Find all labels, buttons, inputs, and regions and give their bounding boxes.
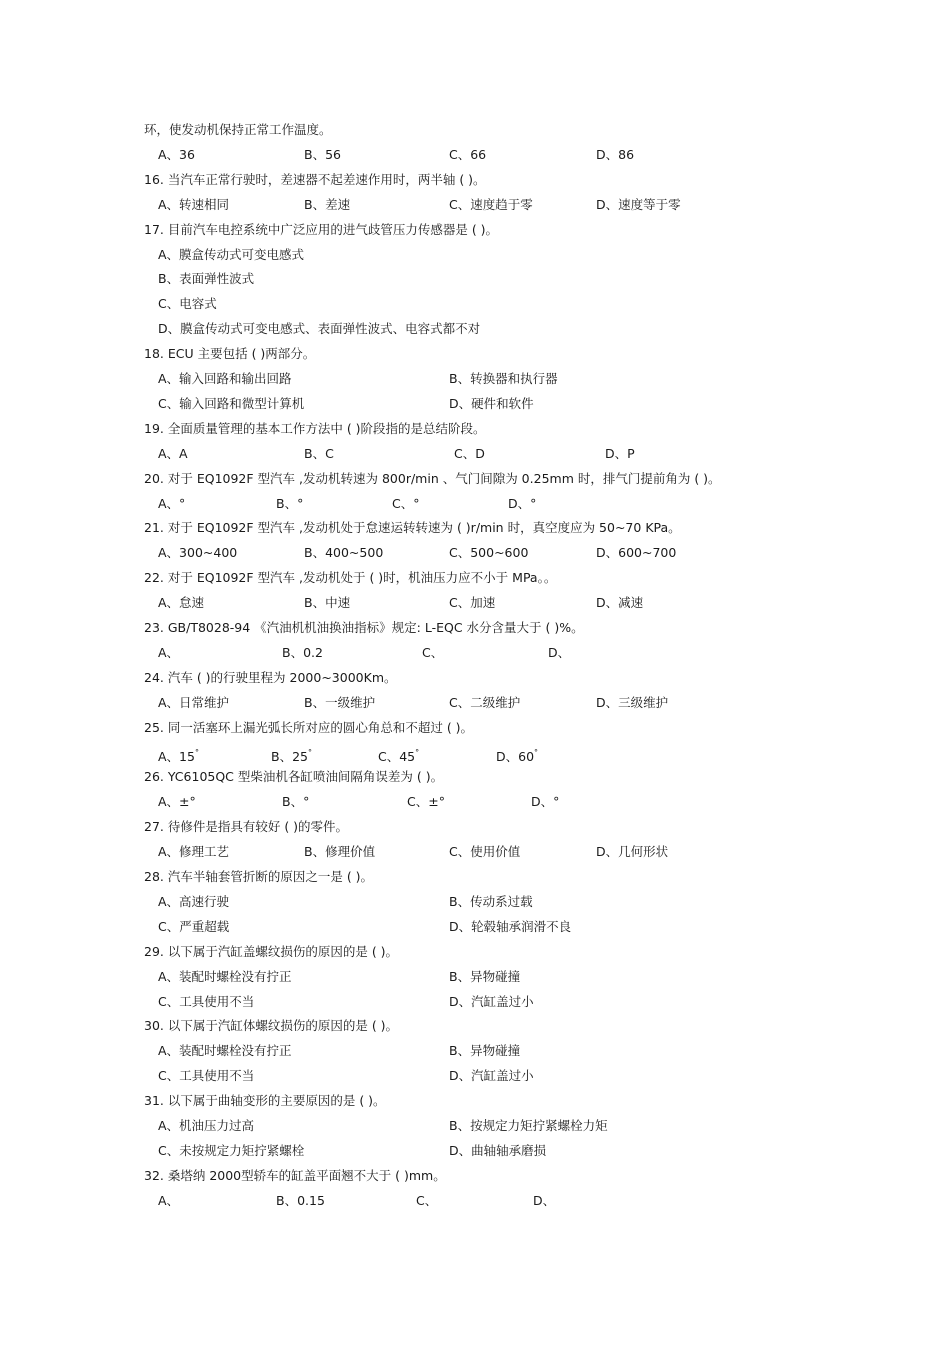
answer-option-text: B、0.15 [276, 1192, 325, 1208]
document-line [0, 693, 950, 713]
answer-option [449, 145, 486, 165]
document-line [0, 419, 950, 439]
answer-option: B、表面弹性波式 [158, 271, 255, 287]
answer-option-text: A、转速相同 [158, 196, 230, 212]
document-line [0, 319, 950, 339]
question-text: 21. 对于 EQ1092F 型汽车 ,发动机处于怠速运转转速为 ( )r/min 时，真空度应为 50~70 KPa。 [144, 520, 681, 536]
answer-option-text: B、异物碰撞 [449, 968, 521, 984]
answer-option-text: D、三级维护 [596, 694, 669, 710]
document-line [0, 1066, 950, 1086]
answer-option-text: C、二级维护 [449, 694, 521, 710]
answer-option [158, 593, 204, 613]
answer-option: D、膜盒传动式可变电感式、表面弹性波式、电容式都不对 [158, 321, 481, 337]
answer-option [304, 145, 341, 165]
answer-option-text: D、60 [496, 748, 535, 764]
answer-option [449, 1116, 608, 1136]
document-line [0, 743, 950, 763]
answer-option [158, 892, 229, 912]
answer-option-text: A、机油压力过高 [158, 1118, 255, 1133]
answer-option [449, 394, 534, 414]
document-line [0, 294, 950, 314]
answer-option-text: D、汽缸盖过小 [449, 1068, 534, 1084]
answer-option [407, 792, 445, 812]
document-line [0, 817, 950, 837]
document-line [0, 469, 950, 489]
answer-option-text: D、600~700 [596, 545, 677, 561]
degree-mark: ° [307, 747, 312, 757]
answer-option [276, 1191, 325, 1211]
answer-option [158, 643, 179, 663]
document-line [0, 394, 950, 414]
answer-option [596, 195, 681, 215]
answer-option [158, 1116, 254, 1136]
answer-option [508, 494, 536, 514]
answer-option [596, 543, 676, 563]
answer-option-text: B、0.2 [282, 644, 323, 660]
document-line [0, 344, 950, 364]
answer-option [416, 1191, 437, 1211]
answer-option-text: A、怠速 [158, 595, 205, 611]
document-line [0, 917, 950, 937]
answer-option-text: A、装配时螺栓没有拧正 [158, 1043, 292, 1059]
answer-option-text: D、曲轴轴承磨损 [449, 1142, 547, 1158]
answer-option [158, 917, 229, 937]
question-text: 16. 当汽车正常行驶时，差速器不起差速作用时，两半轴 ( )。 [144, 171, 486, 187]
question-text: 32. 桑塔纳 2000型轿车的缸盖平面翘不大于 ( )mm。 [144, 1167, 446, 1183]
answer-option [449, 917, 571, 937]
question-text: 24. 汽车 ( )的行驶里程为 2000~3000Km。 [144, 669, 397, 685]
answer-option-text: C、±° [407, 794, 445, 810]
degree-mark: ° [534, 747, 539, 757]
document-line [0, 767, 950, 787]
document-line [0, 220, 950, 240]
answer-option [304, 195, 350, 215]
answer-option [304, 444, 334, 464]
answer-option-text: C、速度趋于零 [449, 196, 533, 212]
question-text: 27. 待修件是指具有较好 ( )的零件。 [144, 819, 349, 835]
answer-option [271, 743, 312, 767]
answer-option-text: A、高速行驶 [158, 893, 230, 909]
question-text: 23. GB/T8028-94 《汽油机机油换油指标》规定: L-EQC 水分含量大于 ( )%。 [144, 620, 584, 635]
answer-option-text: B、修理价值 [304, 844, 376, 860]
answer-option [449, 543, 528, 563]
answer-option [449, 593, 495, 613]
question-text: 17. 目前汽车电控系统中广泛应用的进气歧管压力传感器是 ( )。 [144, 221, 499, 237]
answer-option-text: B、中速 [304, 595, 351, 611]
answer-option-text: C、D [454, 445, 485, 461]
answer-option-text: C、66 [449, 146, 487, 162]
document-line [0, 867, 950, 887]
answer-option-text: C、 [416, 1192, 438, 1208]
document-line [0, 668, 950, 688]
answer-option [392, 494, 419, 514]
answer-option [449, 1041, 520, 1061]
answer-option-text: D、 [548, 644, 571, 660]
answer-option-text: B、C [304, 445, 334, 461]
answer-option [378, 743, 419, 767]
answer-option-text: A、±° [158, 794, 196, 810]
answer-option [304, 693, 375, 713]
answer-option [158, 543, 237, 563]
document-line [0, 1166, 950, 1186]
degree-mark: ° [194, 747, 199, 757]
answer-option [422, 643, 443, 663]
answer-option-text: B、56 [304, 146, 341, 162]
document-line [0, 593, 950, 613]
answer-option-text: C、加速 [449, 595, 496, 611]
answer-option-text: B、400~500 [304, 545, 384, 561]
answer-option-text: A、修理工艺 [158, 844, 230, 860]
answer-option [596, 842, 668, 862]
answer-option [158, 743, 199, 767]
answer-option-text: C、° [392, 495, 420, 511]
answer-option [449, 892, 533, 912]
answer-option-text: A、300~400 [158, 545, 238, 561]
answer-option-text: A、日常维护 [158, 694, 230, 710]
answer-option [449, 195, 533, 215]
answer-option [304, 543, 383, 563]
document-line [0, 1191, 950, 1211]
question-text: 18. ECU 主要包括 ( )两部分。 [144, 346, 316, 362]
answer-option [449, 1141, 546, 1161]
answer-option [158, 394, 304, 414]
answer-option-text: B、一级维护 [304, 694, 376, 710]
answer-option-text: C、 [422, 644, 444, 660]
answer-option-text: D、° [531, 794, 560, 810]
answer-option-text: D、P [605, 445, 635, 461]
answer-option [304, 593, 350, 613]
document-line [0, 718, 950, 738]
answer-option-text: D、汽缸盖过小 [449, 993, 534, 1009]
answer-option-text: B、传动系过载 [449, 893, 533, 909]
answer-option [449, 1066, 534, 1086]
document-line [0, 892, 950, 912]
answer-option [596, 145, 634, 165]
document-line [0, 245, 950, 265]
answer-option [158, 693, 229, 713]
document-line [0, 618, 950, 638]
answer-option [158, 792, 196, 812]
answer-option-text: A、15 [158, 748, 195, 764]
answer-option-text: B、25 [271, 748, 308, 764]
answer-option [605, 444, 635, 464]
answer-option [531, 792, 559, 812]
answer-option [496, 743, 538, 767]
document-line [0, 967, 950, 987]
document-line [0, 170, 950, 190]
answer-option: A、膜盒传动式可变电感式 [158, 246, 305, 262]
answer-option [282, 792, 309, 812]
answer-option [158, 967, 292, 987]
answer-option [449, 369, 558, 389]
question-text: 环，使发动机保持正常工作温度。 [144, 122, 332, 137]
answer-option [158, 444, 188, 464]
answer-option-text: C、未按规定力矩拧紧螺栓 [158, 1142, 305, 1158]
answer-option [158, 1141, 304, 1161]
answer-option-text: D、86 [596, 146, 635, 162]
answer-option-text: C、45 [378, 748, 416, 764]
answer-option-text: A、装配时螺栓没有拧正 [158, 968, 292, 984]
answer-option-text: D、几何形状 [596, 844, 669, 860]
answer-option [596, 593, 643, 613]
answer-option-text: A、输入回路和输出回路 [158, 371, 292, 386]
document-line [0, 992, 950, 1012]
answer-option [276, 494, 303, 514]
document-line [0, 1041, 950, 1061]
document-line [0, 942, 950, 962]
answer-option [158, 1041, 292, 1061]
question-text: 30. 以下属于汽缸体螺纹损伤的原因的是 ( )。 [144, 1018, 399, 1034]
answer-option-text: B、转换器和执行器 [449, 371, 558, 386]
answer-option [158, 369, 292, 389]
answer-option [533, 1191, 555, 1211]
answer-option [158, 992, 254, 1012]
answer-option-text: D、硬件和软件 [449, 395, 534, 411]
answer-option-text: C、工具使用不当 [158, 993, 255, 1009]
question-text: 20. 对于 EQ1092F 型汽车 ,发动机转速为 800r/min 、气门间隙为 0.25mm 时，排气门提前角为 ( )。 [144, 470, 721, 486]
answer-option-text: B、° [282, 794, 310, 810]
document-line [0, 643, 950, 663]
answer-option-text: D、轮毂轴承润滑不良 [449, 918, 572, 934]
answer-option [158, 1191, 179, 1211]
document-line [0, 568, 950, 588]
question-text: 28. 汽车半轴套管折断的原因之一是 ( )。 [144, 869, 374, 884]
question-text: 31. 以下属于曲轴变形的主要原因的是 ( )。 [144, 1093, 386, 1109]
document-line [0, 1091, 950, 1111]
answer-option-text: B、按规定力矩拧紧螺栓力矩 [449, 1118, 608, 1133]
answer-option-text: C、输入回路和微型计算机 [158, 395, 305, 411]
answer-option-text: B、异物碰撞 [449, 1043, 521, 1059]
answer-option-text: D、 [533, 1192, 556, 1208]
document-line [0, 444, 950, 464]
answer-option-text: C、严重超载 [158, 918, 230, 934]
answer-option [454, 444, 485, 464]
answer-option [158, 1066, 254, 1086]
document-line [0, 369, 950, 389]
document-line [0, 792, 950, 812]
document-line [0, 120, 950, 140]
answer-option-text: A、A [158, 445, 188, 461]
answer-option-text: D、° [508, 495, 537, 511]
answer-option-text: A、36 [158, 146, 195, 162]
answer-option [158, 145, 195, 165]
answer-option-text: A、° [158, 495, 186, 511]
answer-option-text: A、 [158, 644, 180, 660]
answer-option [548, 643, 570, 663]
answer-option-text: B、差速 [304, 196, 351, 212]
document-line [0, 494, 950, 514]
answer-option [158, 195, 229, 215]
answer-option [449, 967, 520, 987]
question-text: 25. 同一活塞环上漏光弧长所对应的圆心角总和不超过 ( )。 [144, 719, 474, 735]
answer-option [304, 842, 375, 862]
document-line [0, 518, 950, 538]
answer-option: C、电容式 [158, 296, 217, 312]
document-line [0, 195, 950, 215]
document-line [0, 1116, 950, 1136]
answer-option-text: B、° [276, 495, 304, 511]
answer-option [596, 693, 668, 713]
answer-option [449, 842, 520, 862]
document-line [0, 1141, 950, 1161]
answer-option-text: D、速度等于零 [596, 196, 681, 212]
document-line [0, 1016, 950, 1036]
question-text: 29. 以下属于汽缸盖螺纹损伤的原因的是 ( )。 [144, 943, 399, 959]
document-line [0, 145, 950, 165]
answer-option-text: D、减速 [596, 595, 644, 611]
question-text: 22. 对于 EQ1092F 型汽车 ,发动机处于 ( )时，机油压力应不小于 MPa。。 [144, 570, 557, 586]
answer-option-text: C、500~600 [449, 545, 529, 561]
answer-option [158, 494, 185, 514]
answer-option [282, 643, 323, 663]
answer-option [158, 842, 229, 862]
answer-option [449, 992, 534, 1012]
document-line [0, 543, 950, 563]
document-line [0, 842, 950, 862]
answer-option-text: A、 [158, 1192, 180, 1208]
question-text: 19. 全面质量管理的基本工作方法中 ( )阶段指的是总结阶段。 [144, 420, 486, 436]
answer-option [449, 693, 520, 713]
question-text: 26. YC6105QC 型柴油机各缸喷油间隔角误差为 ( )。 [144, 769, 444, 785]
answer-option-text: C、工具使用不当 [158, 1068, 255, 1084]
answer-option-text: C、使用价值 [449, 844, 521, 860]
document-line [0, 269, 950, 289]
degree-mark: ° [415, 747, 420, 757]
